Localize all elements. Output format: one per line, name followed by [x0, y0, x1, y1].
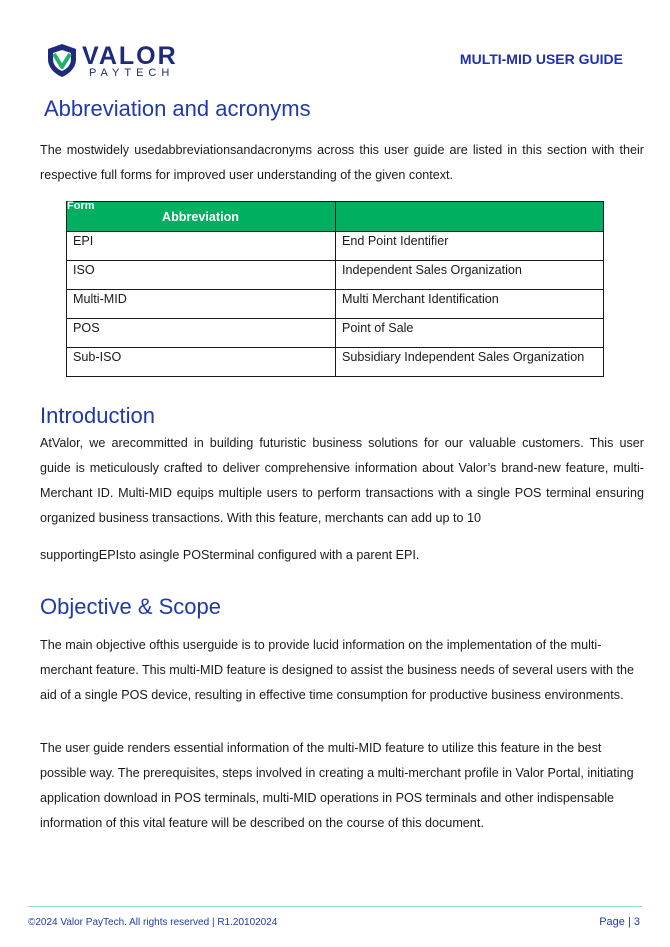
table-row	[67, 232, 604, 261]
header-form-label: Form	[67, 200, 95, 212]
footer-divider	[28, 906, 642, 907]
valor-shield-icon	[46, 42, 78, 78]
table-row	[67, 261, 604, 290]
full-form-cell: Independent Sales Organization	[336, 261, 604, 290]
header-abbreviation-label: Abbreviation	[162, 210, 239, 224]
abbr-cell: Multi-MID	[67, 290, 336, 319]
brand-subtitle: PAYTECH	[89, 67, 175, 79]
abbreviations-heading: Abbreviation and acronyms	[44, 96, 311, 121]
brand-name: VALOR	[82, 42, 178, 70]
abbr-cell: EPI	[67, 232, 336, 261]
objective-paragraph-2: The user guide renders essential information of the multi-MID feature to utilize this feature in the best possible way. The prerequisites, steps involved in creating a multi-merchant profile in Valor Portal, initiating application download in POS terminals, multi-MID operations in POS terminals and other indispensable information of this vital feature will be described on the course of this document.	[40, 741, 634, 830]
table-header-row	[67, 202, 604, 232]
abbreviations-intro: The mostwidely usedabbreviationsandacronyms across this user guide are listed in this section with their respective full forms for improved user understanding of the given context.	[40, 143, 644, 182]
objective-paragraph: The main objective ofthis userguide is to provide lucid information on the implementation of the multi-merchant feature. This multi-MID feature is designed to assist the business needs of several users with the aid of a single POS device, resulting in effective time consumption for productive business environments.	[40, 638, 635, 702]
footer-page-number: Page | 3	[599, 916, 640, 928]
table-header-abbreviation	[67, 202, 336, 232]
full-form-cell: Point of Sale	[336, 319, 604, 348]
abbr-cell: POS	[67, 319, 336, 348]
abbr-cell: Sub-ISO	[67, 348, 336, 377]
document-title: MULTI-MID USER GUIDE	[459, 51, 623, 67]
valor-logo	[46, 42, 176, 82]
table-row	[67, 290, 604, 319]
footer-copyright: ©2024 Valor PayTech. All rights reserved | R1.20102024	[28, 917, 278, 928]
introduction-heading: Introduction	[40, 403, 155, 428]
table-header-full-form	[336, 202, 604, 232]
full-form-cell: End Point Identifier	[336, 232, 604, 261]
table-row	[67, 319, 604, 348]
objective-heading: Objective & Scope	[40, 594, 221, 619]
introduction-paragraph: AtValor, we arecommitted in building futuristic business solutions for our valuable customers. This user guide is meticulously crafted to deliver comprehensive information about Valor’s brand-new feature, multi-Merchant ID. Multi-MID equips multiple users to perform transactions with a single POS terminal ensuring organized business transactions. With this feature, merchants can add up to 10	[40, 436, 644, 525]
introduction-paragraph-2: supportingEPIsto asingle POSterminal configured with a parent EPI.	[40, 548, 420, 562]
abbreviations-table	[66, 201, 604, 377]
table-row	[67, 348, 604, 377]
full-form-cell: Subsidiary Independent Sales Organization	[336, 348, 604, 377]
abbr-cell: ISO	[67, 261, 336, 290]
full-form-cell: Multi Merchant Identification	[336, 290, 604, 319]
